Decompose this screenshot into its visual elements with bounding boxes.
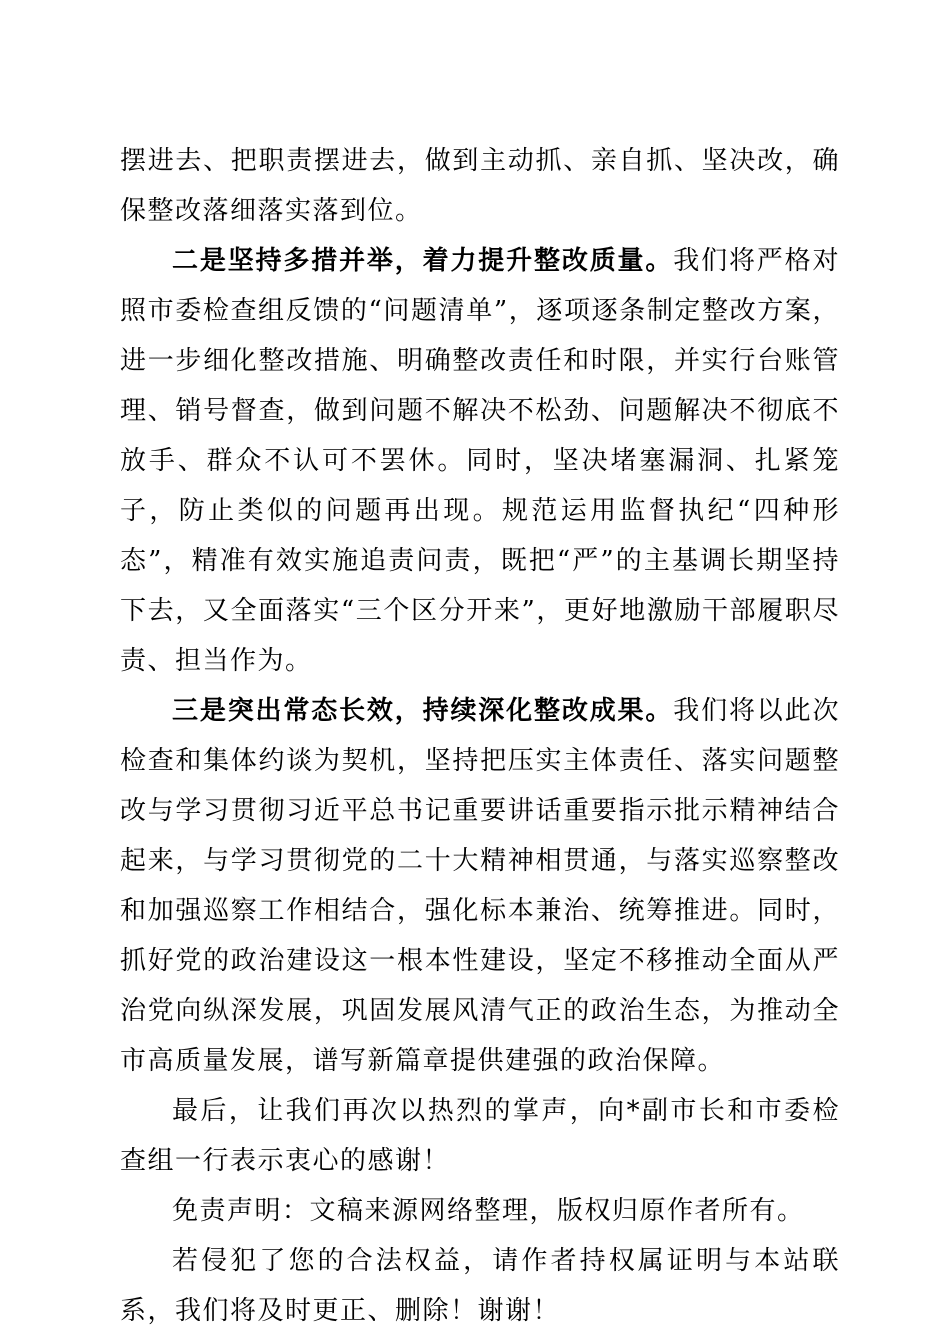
paragraph-measures: [120, 236, 840, 686]
paragraph-continuation: 摆进去、把职责摆进去，做到主动抓、亲自抓、坚决改，确保整改落细落实落到位。: [120, 146, 840, 226]
document-page: [120, 136, 840, 1336]
infringement-notice: 若侵犯了您的合法权益，请作者持权属证明与本站联系，我们将及时更正、删除！谢谢！: [120, 1246, 840, 1326]
disclaimer-text: 免责声明：文稿来源网络整理，版权归原作者所有。: [172, 1196, 805, 1226]
paragraph-long-term-body: 我们将以此次检查和集体约谈为契机，坚持把压实主体责任、落实问题整改与学习贯彻习近平总书记重要讲话重要指示批示精神结合起来，与学习贯彻党的二十大精神相贯通，与落实巡察整改和加强巡察工作相结合，强化标本兼治、统筹推进。同时，抓好党的政治建设这一根本性建设，坚定不移推动全面从严治党向纵深发展，巩固发展风清气正的政治生态，为推动全市高质量发展，谱写新篇章提供建强的政治保障。: [120, 696, 840, 1076]
paragraph-long-term: [120, 686, 840, 1086]
paragraph-long-term-lead: 三是突出常态长效，持续深化整改成果。: [172, 696, 674, 726]
paragraph-measures-lead: 二是坚持多措并举，着力提升整改质量。: [172, 246, 674, 276]
paragraph-measures-body: 我们将严格对照市委检查组反馈的“问题清单”，逐项逐条制定整改方案，进一步细化整改措施、明确整改责任和时限，并实行台账管理、销号督查，做到问题不解决不松劲、问题解决不彻底不放手、群众不认可不罢休。同时，坚决堵塞漏洞、扎紧笼子，防止类似的问题再出现。规范运用监督执纪“四种形态”，精准有效实施追责问责，既把“严”的主基调长期坚持下去，又全面落实“三个区分开来”，更好地激励干部履职尽责、担当作为。: [120, 246, 840, 676]
paragraph-closing: 最后，让我们再次以热烈的掌声，向*副市长和市委检查组一行表示衷心的感谢！: [120, 1096, 840, 1176]
